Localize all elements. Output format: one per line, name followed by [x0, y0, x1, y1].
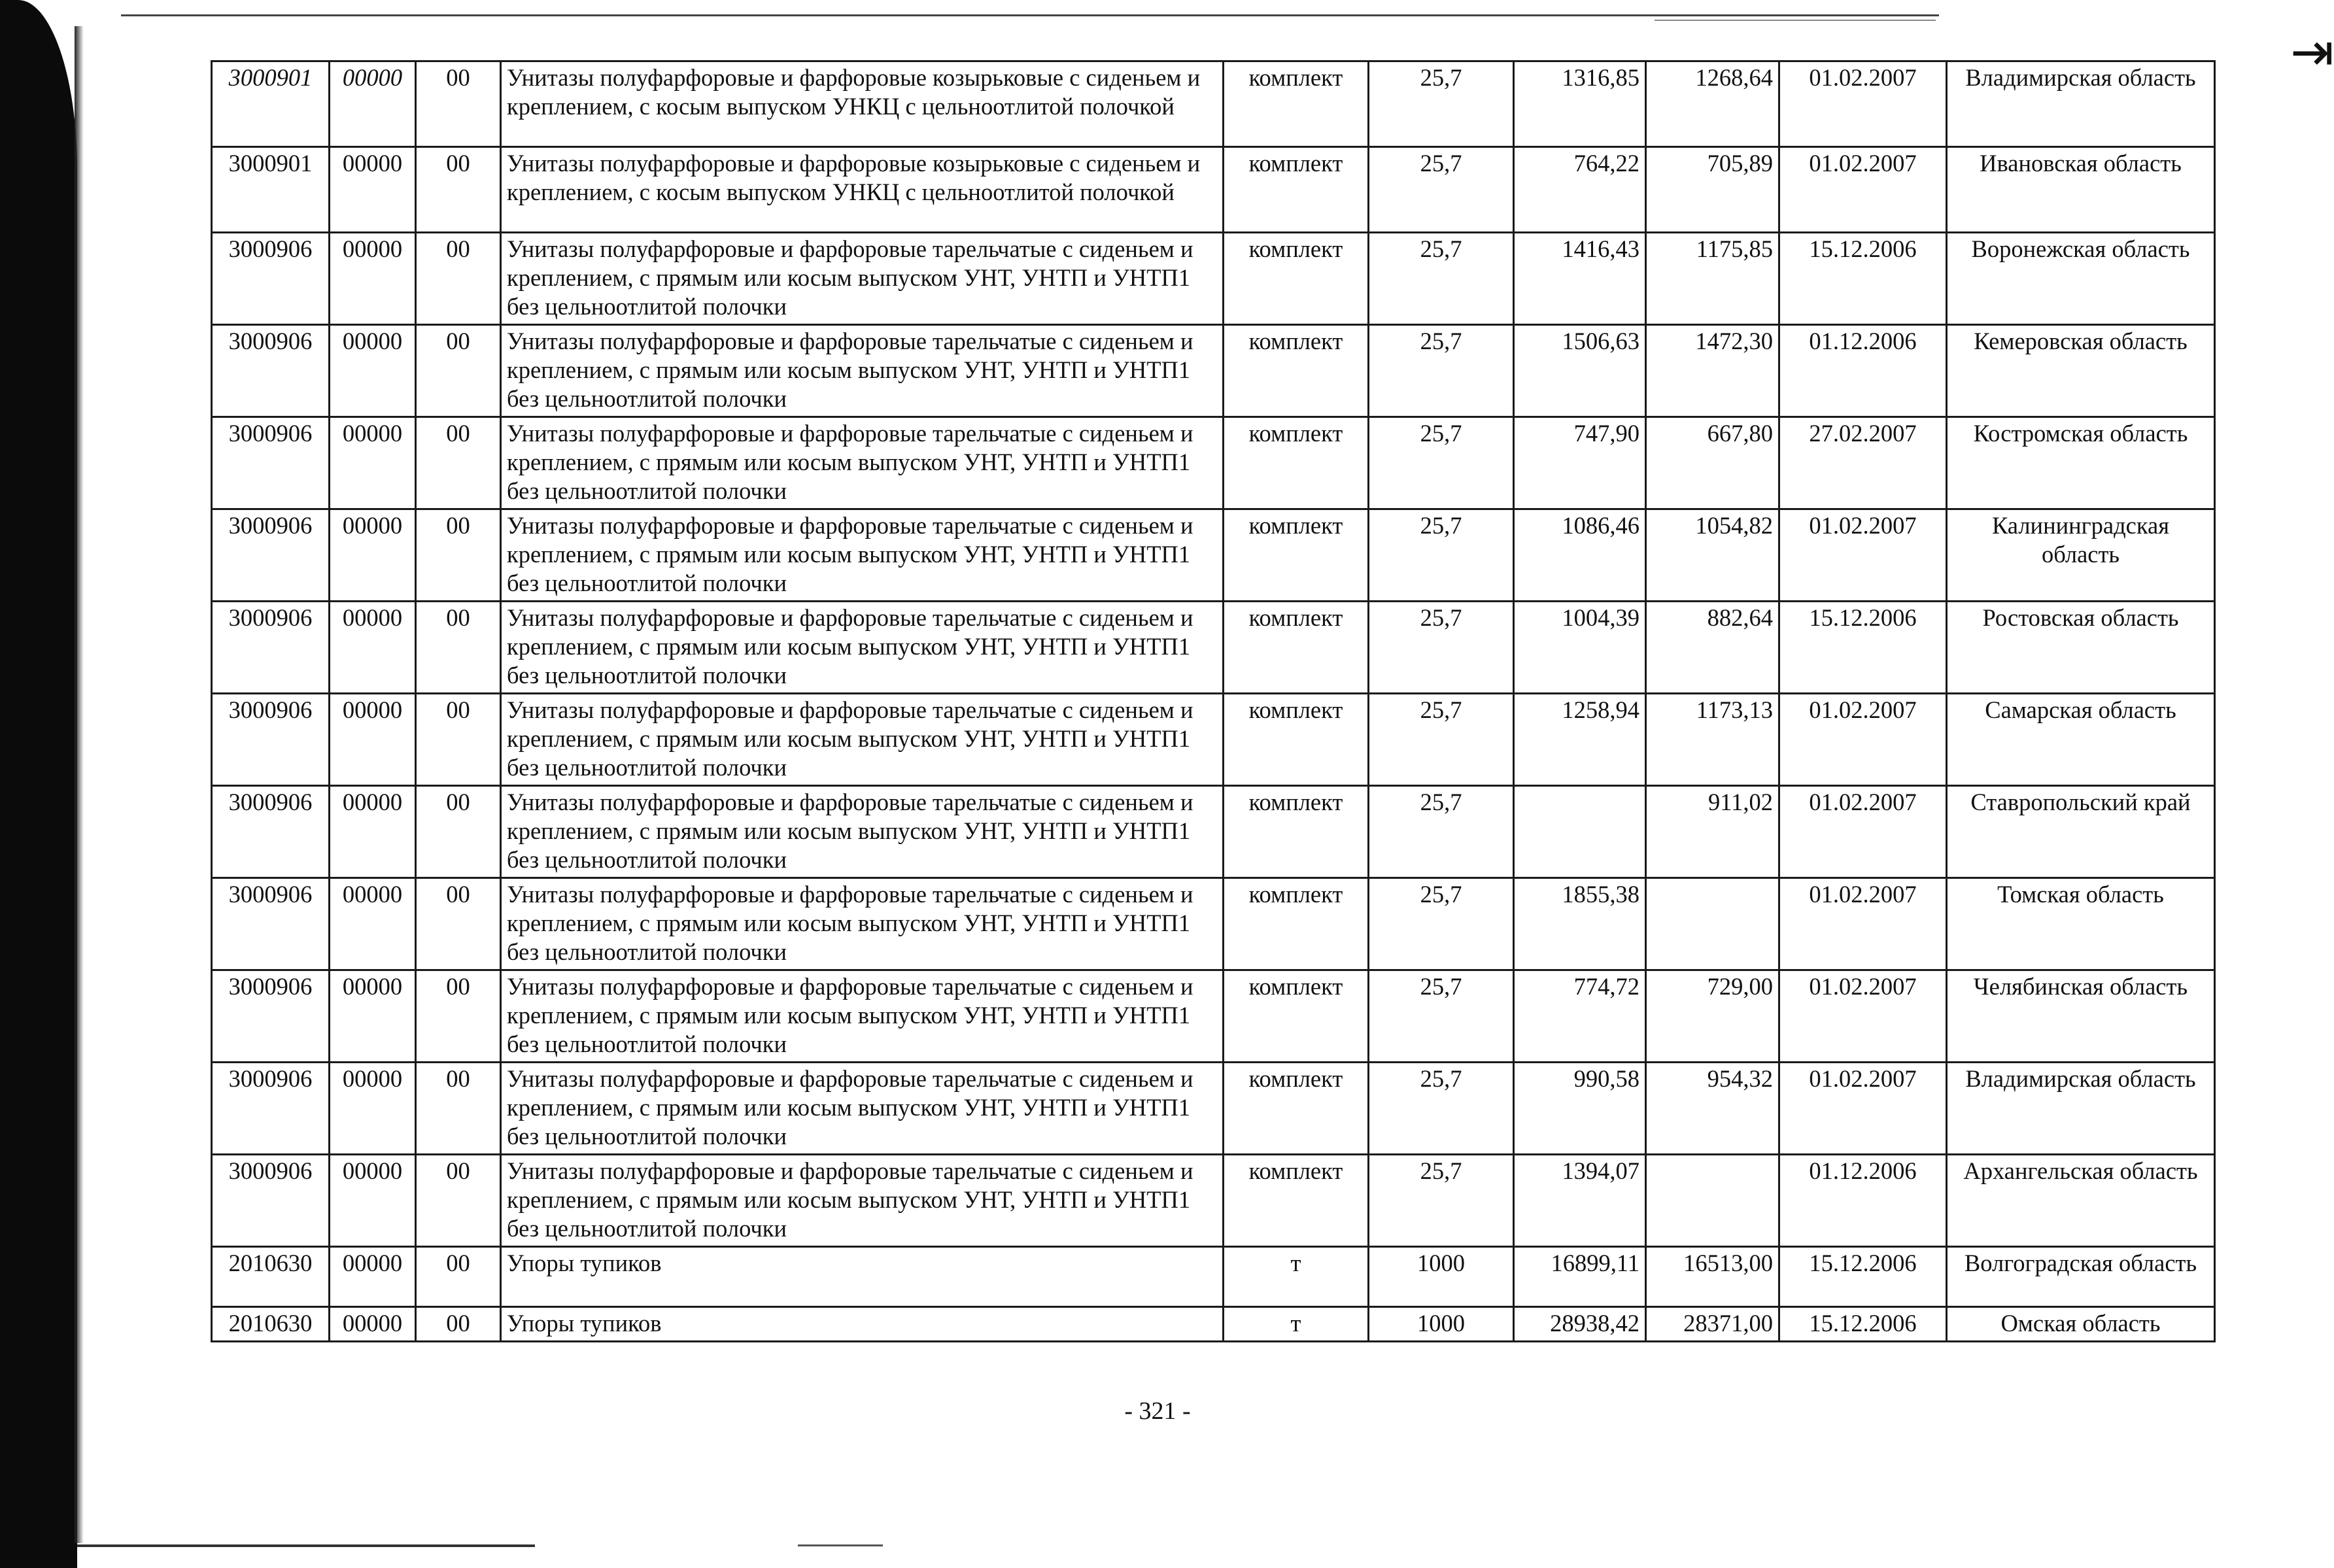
table-row: [212, 786, 2215, 878]
date-cell: 01.02.2007: [1779, 786, 1947, 878]
date-cell: 01.02.2007: [1779, 509, 1947, 602]
suffix-cell: 00: [416, 1155, 501, 1247]
product-name-cell: Унитазы полуфарфоровые и фарфоровые тарельчатые с сиденьем и креплением, с прямым или косым выпуском УНТ, УНТП и УНТП1 без цельноотлитой полочки: [501, 878, 1224, 970]
product-name-cell: Унитазы полуфарфоровые и фарфоровые тарельчатые с сиденьем и креплением, с прямым или косым выпуском УНТ, УНТП и УНТП1 без цельноотлитой полочки: [501, 694, 1224, 786]
unit-cell: комплект: [1224, 417, 1369, 509]
coefficient-cell: 25,7: [1369, 786, 1514, 878]
code-cell: 2010630: [212, 1307, 330, 1342]
table-row: [212, 1155, 2215, 1247]
table-row: [212, 61, 2215, 147]
product-name-cell: Унитазы полуфарфоровые и фарфоровые тарельчатые с сиденьем и креплением, с прямым или косым выпуском УНТ, УНТП и УНТП1 без цельноотлитой полочки: [501, 509, 1224, 602]
coefficient-cell: 25,7: [1369, 1063, 1514, 1155]
region-cell: Волгоградская область: [1947, 1247, 2215, 1307]
date-cell: 15.12.2006: [1779, 233, 1947, 325]
date-cell: 01.12.2006: [1779, 1155, 1947, 1247]
price-2-cell: 911,02: [1646, 786, 1779, 878]
suffix-cell: 00: [416, 1307, 501, 1342]
unit-cell: комплект: [1224, 233, 1369, 325]
price-1-cell: 1855,38: [1514, 878, 1646, 970]
code-cell: 3000906: [212, 233, 330, 325]
coefficient-cell: 1000: [1369, 1307, 1514, 1342]
date-cell: 15.12.2006: [1779, 1307, 1947, 1342]
table-row: [212, 509, 2215, 602]
product-name-cell: Унитазы полуфарфоровые и фарфоровые тарельчатые с сиденьем и креплением, с прямым или косым выпуском УНТ, УНТП и УНТП1 без цельноотлитой полочки: [501, 417, 1224, 509]
product-name-cell: Унитазы полуфарфоровые и фарфоровые тарельчатые с сиденьем и креплением, с прямым или косым выпуском УНТ, УНТП и УНТП1 без цельноотлитой полочки: [501, 786, 1224, 878]
unit-cell: комплект: [1224, 325, 1369, 417]
table-row: [212, 970, 2215, 1063]
subcode-cell: 00000: [330, 694, 416, 786]
date-cell: 27.02.2007: [1779, 417, 1947, 509]
coefficient-cell: 1000: [1369, 1247, 1514, 1307]
coefficient-cell: 25,7: [1369, 147, 1514, 233]
table-row: [212, 233, 2215, 325]
price-1-cell: 747,90: [1514, 417, 1646, 509]
table-row: [212, 602, 2215, 694]
table-row: [212, 1307, 2215, 1342]
code-cell: 3000906: [212, 1155, 330, 1247]
price-1-cell: 1004,39: [1514, 602, 1646, 694]
price-2-cell: 882,64: [1646, 602, 1779, 694]
product-name-cell: Упоры тупиков: [501, 1247, 1224, 1307]
subcode-cell: 00000: [330, 147, 416, 233]
date-cell: 01.02.2007: [1779, 61, 1947, 147]
top-rule-line-secondary: [1655, 20, 1936, 21]
subcode-cell: 00000: [330, 970, 416, 1063]
coefficient-cell: 25,7: [1369, 694, 1514, 786]
table-row: [212, 147, 2215, 233]
price-2-cell: 16513,00: [1646, 1247, 1779, 1307]
code-cell: 2010630: [212, 1247, 330, 1307]
code-cell: 3000906: [212, 878, 330, 970]
region-cell: Владимирская область: [1947, 61, 2215, 147]
price-1-cell: 16899,11: [1514, 1247, 1646, 1307]
unit-cell: комплект: [1224, 1155, 1369, 1247]
price-2-cell: [1646, 878, 1779, 970]
table-row: [212, 325, 2215, 417]
coefficient-cell: 25,7: [1369, 878, 1514, 970]
region-cell: Омская область: [1947, 1307, 2215, 1342]
price-1-cell: 764,22: [1514, 147, 1646, 233]
suffix-cell: 00: [416, 1247, 501, 1307]
unit-cell: комплект: [1224, 61, 1369, 147]
price-1-cell: 28938,42: [1514, 1307, 1646, 1342]
code-cell: 3000906: [212, 786, 330, 878]
price-2-cell: 667,80: [1646, 417, 1779, 509]
suffix-cell: 00: [416, 417, 501, 509]
suffix-cell: 00: [416, 325, 501, 417]
price-2-cell: 28371,00: [1646, 1307, 1779, 1342]
region-cell: Ивановская область: [1947, 147, 2215, 233]
bottom-rule-line: [77, 1544, 535, 1547]
product-name-cell: Унитазы полуфарфоровые и фарфоровые тарельчатые с сиденьем и креплением, с прямым или косым выпуском УНТ, УНТП и УНТП1 без цельноотлитой полочки: [501, 602, 1224, 694]
subcode-cell: 00000: [330, 233, 416, 325]
subcode-cell: 00000: [330, 602, 416, 694]
region-cell: Томская область: [1947, 878, 2215, 970]
code-cell: 3000901: [212, 61, 330, 147]
product-name-cell: Унитазы полуфарфоровые и фарфоровые тарельчатые с сиденьем и креплением, с прямым или косым выпуском УНТ, УНТП и УНТП1 без цельноотлитой полочки: [501, 1155, 1224, 1247]
corner-scan-mark-icon: ⇥: [2290, 22, 2334, 82]
suffix-cell: 00: [416, 970, 501, 1063]
price-1-cell: 1416,43: [1514, 233, 1646, 325]
region-cell: Архангельская область: [1947, 1155, 2215, 1247]
code-cell: 3000906: [212, 970, 330, 1063]
region-cell: Челябинская область: [1947, 970, 2215, 1063]
suffix-cell: 00: [416, 233, 501, 325]
coefficient-cell: 25,7: [1369, 325, 1514, 417]
price-1-cell: 1258,94: [1514, 694, 1646, 786]
product-name-cell: Унитазы полуфарфоровые и фарфоровые тарельчатые с сиденьем и креплением, с прямым или косым выпуском УНТ, УНТП и УНТП1 без цельноотлитой полочки: [501, 325, 1224, 417]
unit-cell: комплект: [1224, 970, 1369, 1063]
code-cell: 3000906: [212, 602, 330, 694]
product-name-cell: Унитазы полуфарфоровые и фарфоровые козырьковые с сиденьем и креплением, с косым выпуском УНКЦ с цельноотлитой полочкой: [501, 147, 1224, 233]
date-cell: 15.12.2006: [1779, 602, 1947, 694]
price-2-cell: 1173,13: [1646, 694, 1779, 786]
bottom-rule-line-secondary: [798, 1544, 883, 1546]
table-row: [212, 417, 2215, 509]
code-cell: 3000906: [212, 325, 330, 417]
code-cell: 3000901: [212, 147, 330, 233]
price-1-cell: 990,58: [1514, 1063, 1646, 1155]
subcode-cell: 00000: [330, 509, 416, 602]
unit-cell: комплект: [1224, 1063, 1369, 1155]
date-cell: 01.12.2006: [1779, 325, 1947, 417]
suffix-cell: 00: [416, 509, 501, 602]
code-cell: 3000906: [212, 509, 330, 602]
unit-cell: комплект: [1224, 602, 1369, 694]
subcode-cell: 00000: [330, 878, 416, 970]
table-row: [212, 1247, 2215, 1307]
subcode-cell: 00000: [330, 61, 416, 147]
product-name-cell: Унитазы полуфарфоровые и фарфоровые тарельчатые с сиденьем и креплением, с прямым или косым выпуском УНТ, УНТП и УНТП1 без цельноотлитой полочки: [501, 1063, 1224, 1155]
price-2-cell: [1646, 1155, 1779, 1247]
region-cell: Костромская область: [1947, 417, 2215, 509]
table-row: [212, 1063, 2215, 1155]
suffix-cell: 00: [416, 694, 501, 786]
region-cell: Ростовская область: [1947, 602, 2215, 694]
suffix-cell: 00: [416, 786, 501, 878]
region-cell: Кемеровская область: [1947, 325, 2215, 417]
scan-edge-shadow: [0, 0, 77, 1568]
subcode-cell: 00000: [330, 325, 416, 417]
price-1-cell: [1514, 786, 1646, 878]
date-cell: 15.12.2006: [1779, 1247, 1947, 1307]
subcode-cell: 00000: [330, 1247, 416, 1307]
subcode-cell: 00000: [330, 786, 416, 878]
price-2-cell: 1268,64: [1646, 61, 1779, 147]
price-1-cell: 774,72: [1514, 970, 1646, 1063]
price-2-cell: 729,00: [1646, 970, 1779, 1063]
unit-cell: комплект: [1224, 147, 1369, 233]
region-cell: Самарская область: [1947, 694, 2215, 786]
subcode-cell: 00000: [330, 1307, 416, 1342]
unit-cell: комплект: [1224, 694, 1369, 786]
suffix-cell: 00: [416, 147, 501, 233]
suffix-cell: 00: [416, 602, 501, 694]
date-cell: 01.02.2007: [1779, 147, 1947, 233]
price-1-cell: 1394,07: [1514, 1155, 1646, 1247]
date-cell: 01.02.2007: [1779, 1063, 1947, 1155]
table-row: [212, 694, 2215, 786]
price-table: [211, 60, 2216, 1342]
coefficient-cell: 25,7: [1369, 1155, 1514, 1247]
region-cell: Воронежская область: [1947, 233, 2215, 325]
coefficient-cell: 25,7: [1369, 233, 1514, 325]
suffix-cell: 00: [416, 1063, 501, 1155]
region-cell: Калининградская область: [1947, 509, 2215, 602]
subcode-cell: 00000: [330, 417, 416, 509]
unit-cell: комплект: [1224, 509, 1369, 602]
coefficient-cell: 25,7: [1369, 509, 1514, 602]
table-body: [212, 61, 2215, 1342]
unit-cell: т: [1224, 1247, 1369, 1307]
coefficient-cell: 25,7: [1369, 970, 1514, 1063]
page-number: - 321 -: [1124, 1397, 1191, 1425]
price-2-cell: 1054,82: [1646, 509, 1779, 602]
date-cell: 01.02.2007: [1779, 878, 1947, 970]
subcode-cell: 00000: [330, 1063, 416, 1155]
region-cell: Владимирская область: [1947, 1063, 2215, 1155]
price-2-cell: 1175,85: [1646, 233, 1779, 325]
coefficient-cell: 25,7: [1369, 602, 1514, 694]
unit-cell: комплект: [1224, 786, 1369, 878]
product-name-cell: Унитазы полуфарфоровые и фарфоровые тарельчатые с сиденьем и креплением, с прямым или косым выпуском УНТ, УНТП и УНТП1 без цельноотлитой полочки: [501, 970, 1224, 1063]
top-rule-line: [121, 14, 1939, 16]
price-1-cell: 1506,63: [1514, 325, 1646, 417]
price-1-cell: 1086,46: [1514, 509, 1646, 602]
price-2-cell: 954,32: [1646, 1063, 1779, 1155]
product-name-cell: Унитазы полуфарфоровые и фарфоровые тарельчатые с сиденьем и креплением, с прямым или косым выпуском УНТ, УНТП и УНТП1 без цельноотлитой полочки: [501, 233, 1224, 325]
subcode-cell: 00000: [330, 1155, 416, 1247]
date-cell: 01.02.2007: [1779, 970, 1947, 1063]
coefficient-cell: 25,7: [1369, 417, 1514, 509]
code-cell: 3000906: [212, 417, 330, 509]
price-1-cell: 1316,85: [1514, 61, 1646, 147]
price-2-cell: 1472,30: [1646, 325, 1779, 417]
code-cell: 3000906: [212, 1063, 330, 1155]
unit-cell: т: [1224, 1307, 1369, 1342]
product-name-cell: Унитазы полуфарфоровые и фарфоровые козырьковые с сиденьем и креплением, с косым выпуском УНКЦ с цельноотлитой полочкой: [501, 61, 1224, 147]
price-2-cell: 705,89: [1646, 147, 1779, 233]
coefficient-cell: 25,7: [1369, 61, 1514, 147]
unit-cell: комплект: [1224, 878, 1369, 970]
table-row: [212, 878, 2215, 970]
region-cell: Ставропольский край: [1947, 786, 2215, 878]
suffix-cell: 00: [416, 61, 501, 147]
date-cell: 01.02.2007: [1779, 694, 1947, 786]
code-cell: 3000906: [212, 694, 330, 786]
suffix-cell: 00: [416, 878, 501, 970]
product-name-cell: Упоры тупиков: [501, 1307, 1224, 1342]
